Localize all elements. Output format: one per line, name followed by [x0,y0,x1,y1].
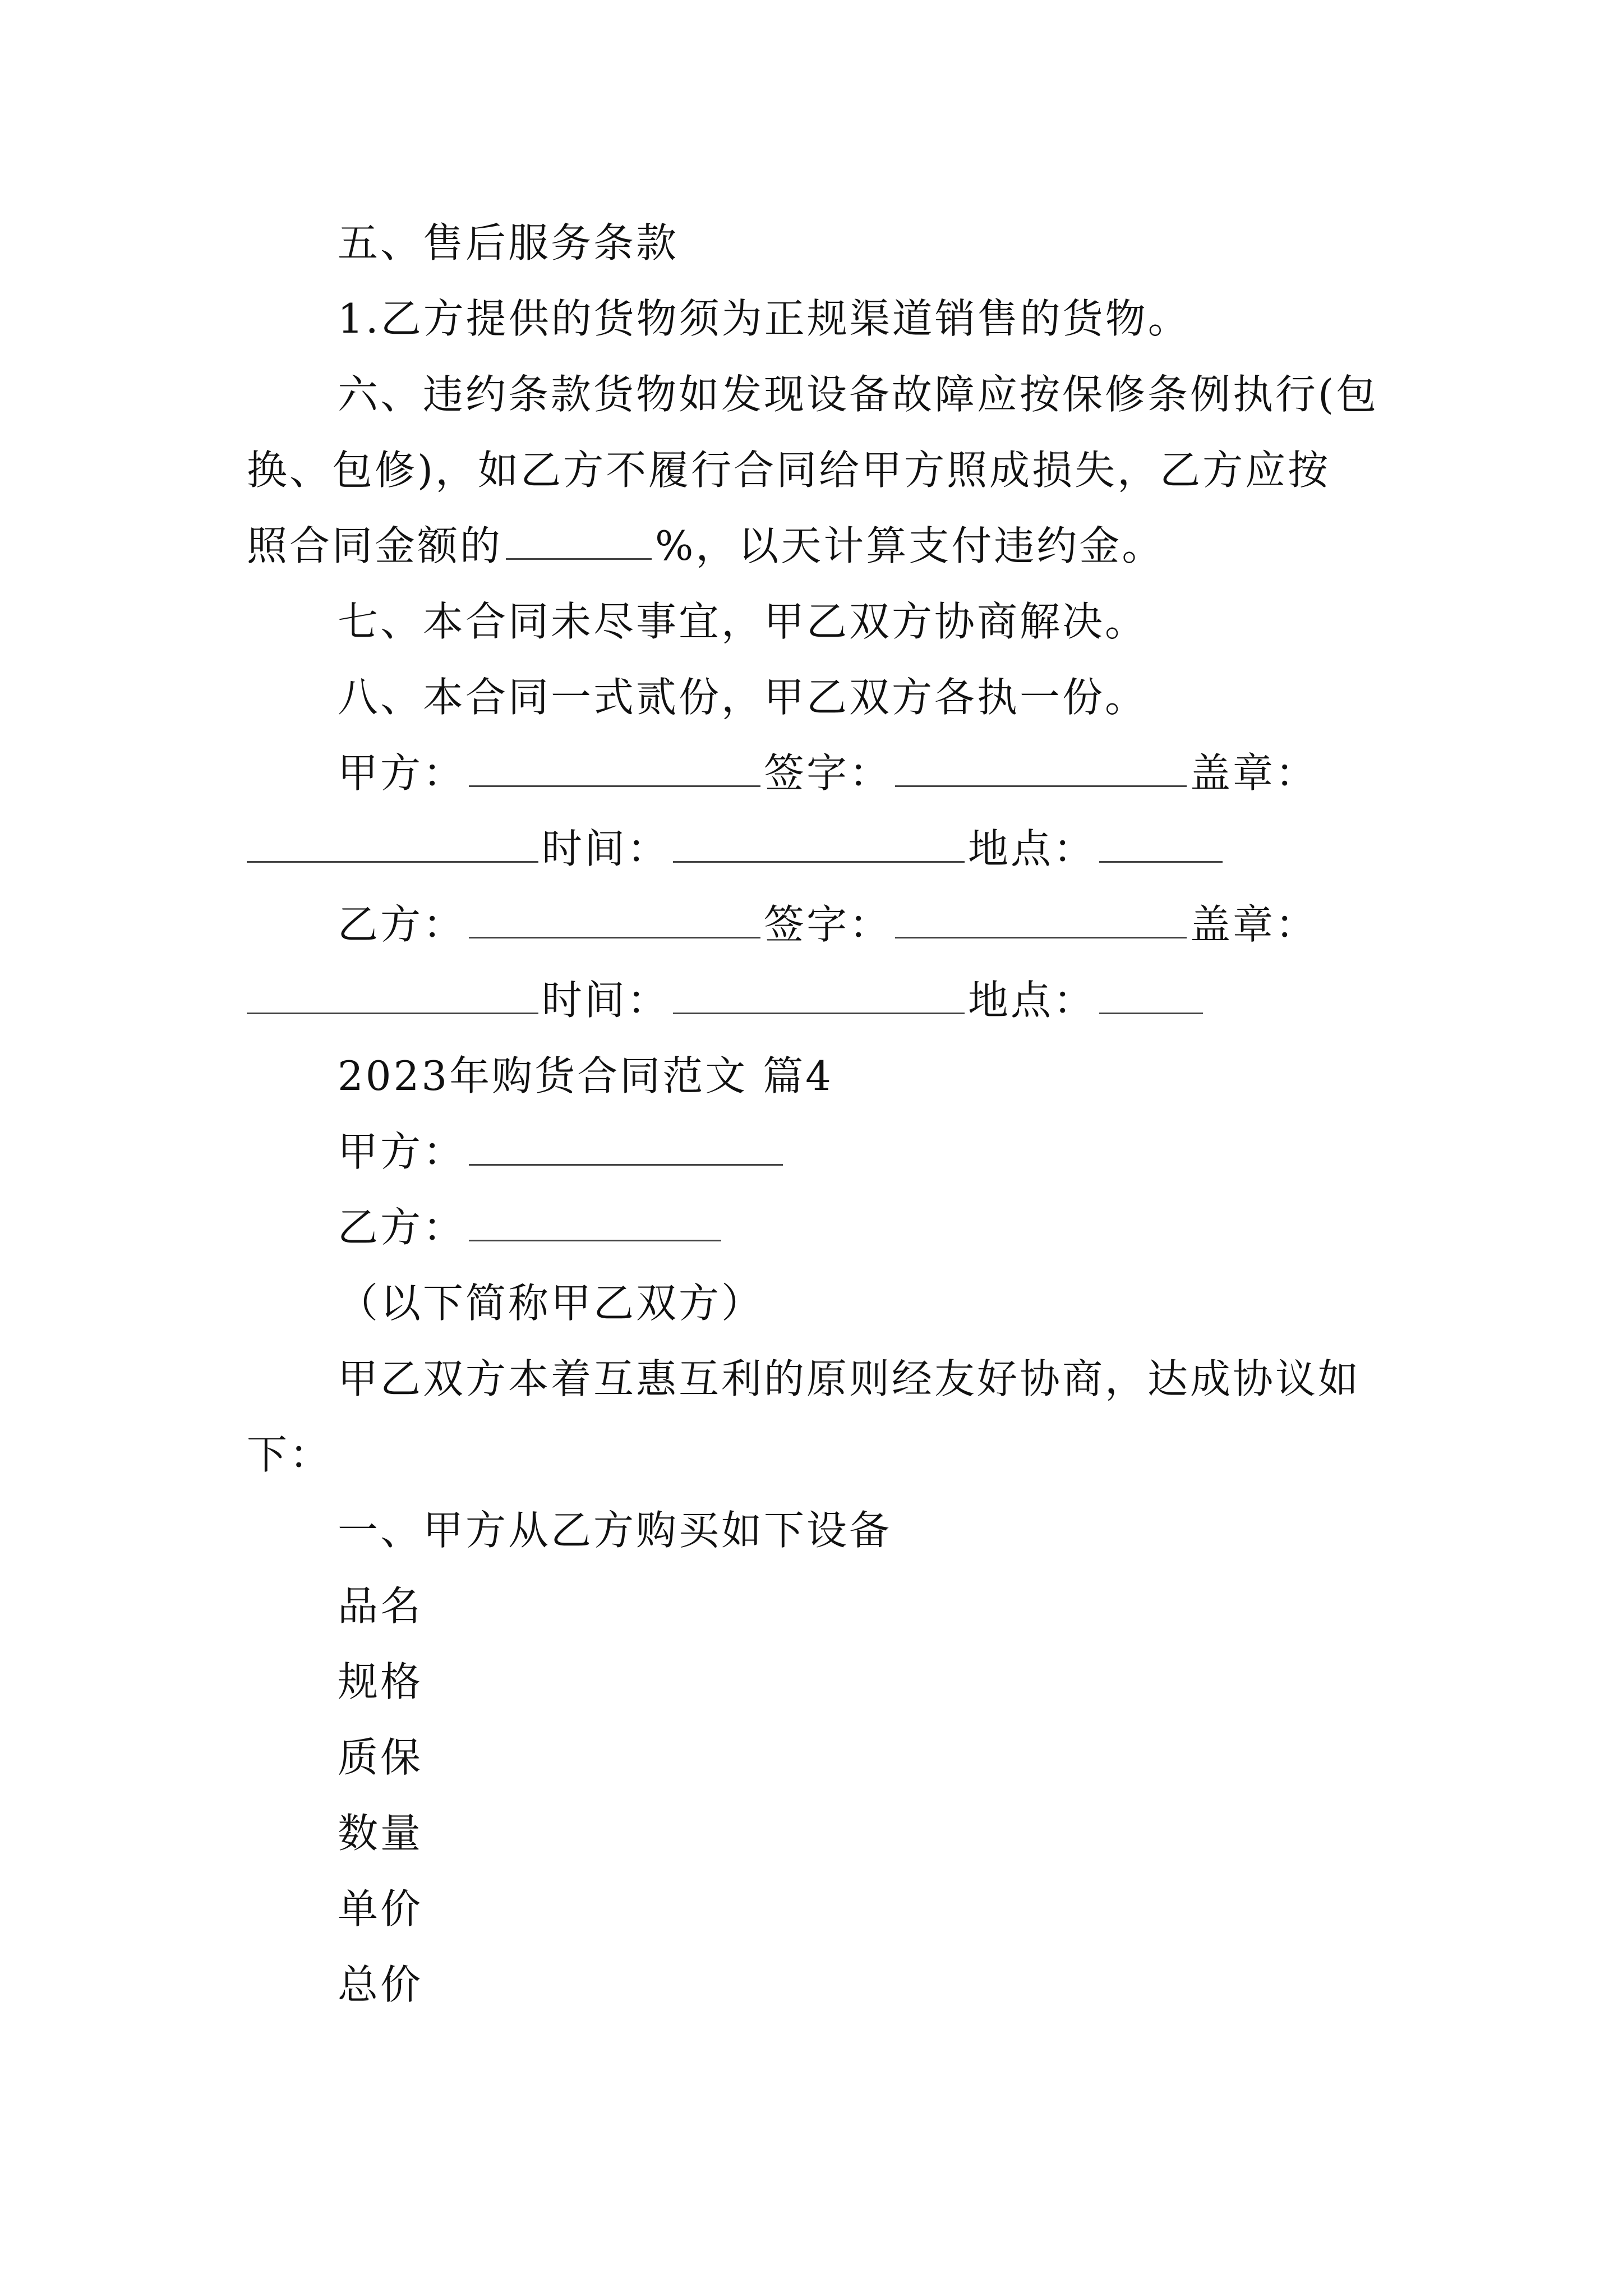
signature-a-row-2 [247,822,1226,876]
party-a-name-blank[interactable] [469,1125,783,1166]
clause-5-1: 1.乙方提供的货物须为正规渠道销售的货物。 [338,295,1191,342]
penalty-percent-blank[interactable] [506,519,652,560]
section-7: 七、本合同未尽事宜，甲乙双方协商解决。 [338,598,1148,645]
section-8: 八、本合同一式贰份，甲乙双方各执一份。 [338,674,1148,721]
party-a-line [338,1125,786,1179]
time-a-blank[interactable] [673,822,965,863]
place-b-label: 地点： [968,977,1096,1024]
time-a-label: 时间： [542,825,670,872]
column-spec: 规格 [338,1658,423,1705]
seal-b-blank[interactable] [247,973,538,1014]
item-1-heading: 一、甲方从乙方购买如下设备 [338,1507,892,1554]
sign-b-blank[interactable] [895,898,1187,938]
column-warranty: 质保 [338,1734,423,1781]
party-b-line [338,1200,725,1254]
intro-line-1: 甲乙双方本着互惠互利的原则经友好协商，达成协议如 [338,1355,1361,1402]
sign-a-blank[interactable] [895,746,1187,787]
seal-a-blank[interactable] [247,822,538,863]
signature-b-row-2 [247,973,1206,1027]
column-total-price: 总价 [338,1961,423,2008]
seal-b-label: 盖章： [1190,901,1318,948]
penalty-text-after: %，以天计算支付违约金。 [655,522,1165,569]
party-a-heading-label: 甲方： [338,1128,466,1175]
seal-a-label: 盖章： [1190,749,1318,797]
party-a-blank[interactable] [469,746,760,787]
intro-line-2: 下： [247,1431,333,1478]
column-unit-price: 单价 [338,1885,423,1932]
sign-a-label: 签字： [764,749,892,797]
section-6-line-1: 六、违约条款货物如发现设备故障应按保修条例执行(包 [338,371,1379,418]
party-b-label: 乙方： [338,901,466,948]
place-a-label: 地点： [968,825,1096,872]
party-b-blank[interactable] [469,898,760,938]
abbreviation-note: （以下简称甲乙双方） [338,1280,764,1327]
penalty-text-before: 照合同金额的 [247,522,503,569]
section-6-line-2: 换、包修)，如乙方不履行合同给甲方照成损失，乙方应按 [247,447,1331,494]
party-b-name-blank[interactable] [469,1200,721,1241]
signature-a-row-1 [338,746,1318,800]
column-name: 品名 [338,1582,423,1630]
contract-heading-4: 2023年购货合同范文 篇4 [338,1052,833,1099]
sign-b-label: 签字： [764,901,892,948]
signature-b-row-1 [338,898,1318,951]
section-5-heading: 五、售后服务条款 [338,219,679,266]
column-quantity: 数量 [338,1810,423,1857]
place-a-blank[interactable] [1099,822,1223,863]
party-a-label: 甲方： [338,749,466,797]
place-b-blank[interactable] [1099,973,1203,1014]
time-b-blank[interactable] [673,973,965,1014]
time-b-label: 时间： [542,977,670,1024]
party-b-heading-label: 乙方： [338,1204,466,1251]
section-6-line-3 [247,519,1164,573]
